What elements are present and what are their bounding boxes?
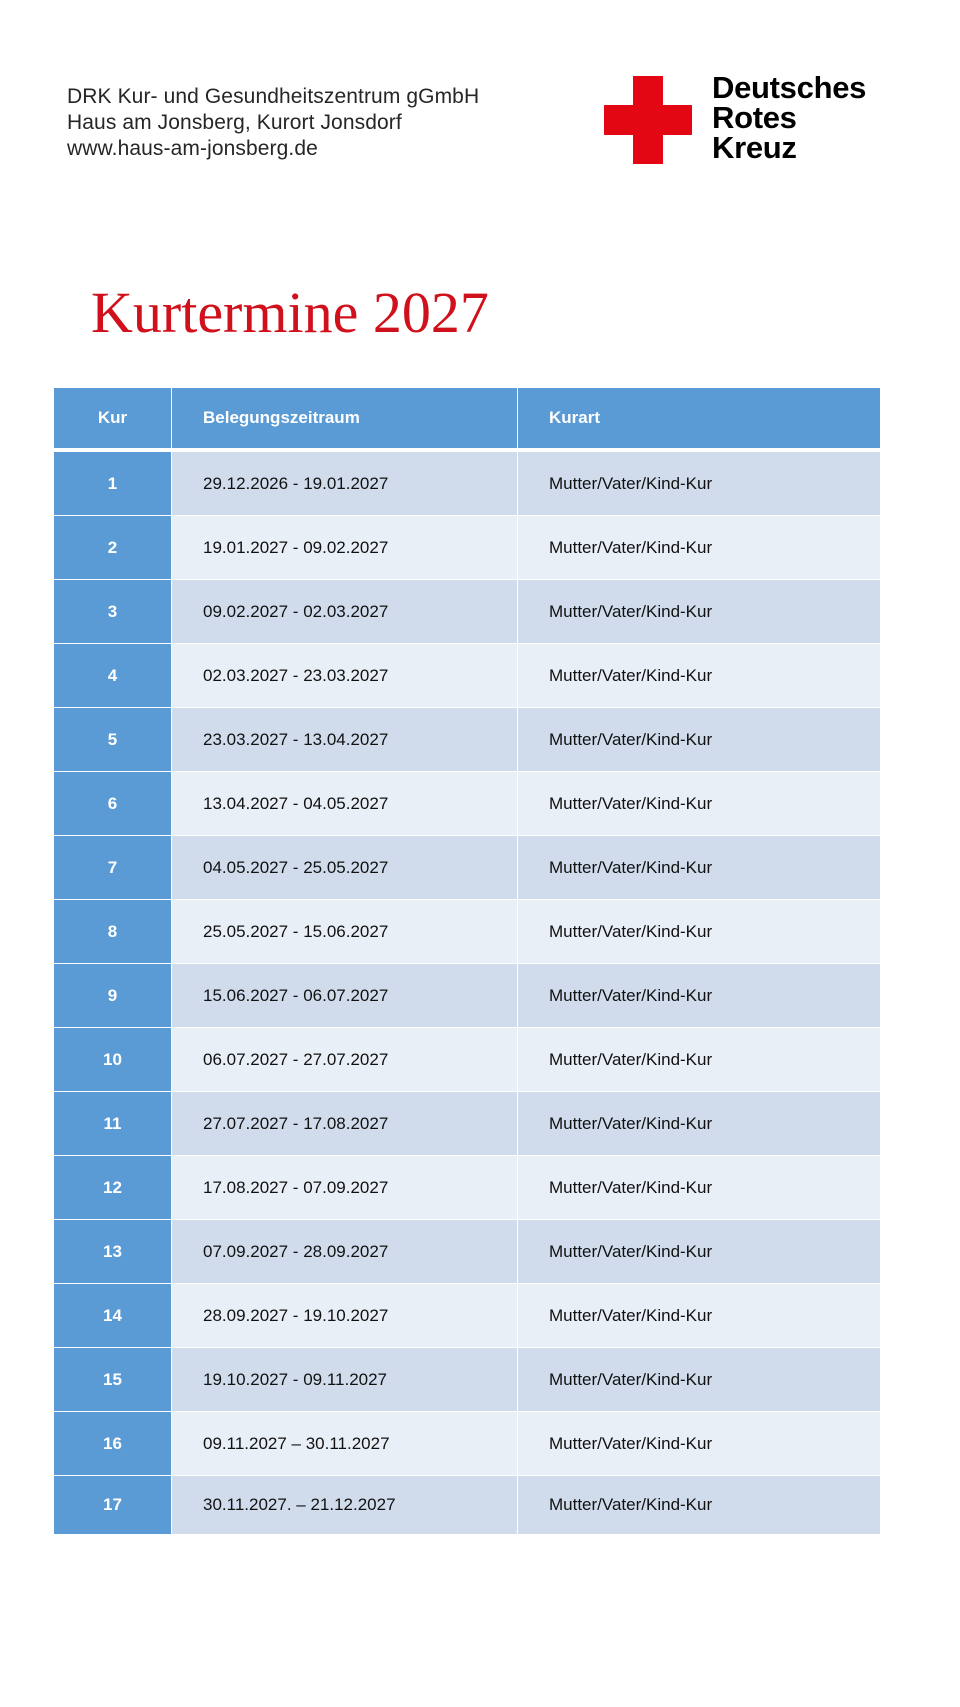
cell-kur-number: 7 [54,836,172,899]
table-row [54,1284,880,1348]
table-row [54,452,880,516]
cell-kurart: Mutter/Vater/Kind-Kur [518,836,880,899]
org-address: Haus am Jonsberg, Kurort Jonsdorf [67,111,402,134]
cell-kurart: Mutter/Vater/Kind-Kur [518,1028,880,1091]
cell-belegungszeitraum: 29.12.2026 - 19.01.2027 [172,452,518,515]
table-row [54,1412,880,1476]
cell-kurart: Mutter/Vater/Kind-Kur [518,1220,880,1283]
cell-kur-number: 4 [54,644,172,707]
cell-belegungszeitraum: 19.10.2027 - 09.11.2027 [172,1348,518,1411]
cell-kur-number: 9 [54,964,172,1027]
cell-kurart: Mutter/Vater/Kind-Kur [518,580,880,643]
cell-kur-number: 1 [54,452,172,515]
cell-kur-number: 6 [54,772,172,835]
cell-belegungszeitraum: 15.06.2027 - 06.07.2027 [172,964,518,1027]
table-row [54,900,880,964]
table-header-row [54,388,880,452]
cell-kurart: Mutter/Vater/Kind-Kur [518,1284,880,1347]
table-row [54,1348,880,1412]
cell-kurart: Mutter/Vater/Kind-Kur [518,516,880,579]
cell-kur-number: 2 [54,516,172,579]
cell-kurart: Mutter/Vater/Kind-Kur [518,1476,880,1534]
table-row [54,836,880,900]
cell-belegungszeitraum: 23.03.2027 - 13.04.2027 [172,708,518,771]
table-row [54,1092,880,1156]
column-header-kurart: Kurart [518,388,880,448]
cell-kur-number: 16 [54,1412,172,1475]
cell-kurart: Mutter/Vater/Kind-Kur [518,1092,880,1155]
cell-kurart: Mutter/Vater/Kind-Kur [518,452,880,515]
cell-kurart: Mutter/Vater/Kind-Kur [518,964,880,1027]
table-row [54,964,880,1028]
table-row [54,644,880,708]
schedule-table [54,388,880,1534]
table-row [54,580,880,644]
cell-belegungszeitraum: 06.07.2027 - 27.07.2027 [172,1028,518,1091]
cell-belegungszeitraum: 28.09.2027 - 19.10.2027 [172,1284,518,1347]
logo-line-1: Deutsches [712,70,867,105]
cell-kur-number: 3 [54,580,172,643]
cell-kurart: Mutter/Vater/Kind-Kur [518,1348,880,1411]
table-row [54,708,880,772]
table-body [54,452,880,1534]
organization-info [67,84,479,162]
cell-belegungszeitraum: 09.11.2027 – 30.11.2027 [172,1412,518,1475]
cell-kur-number: 17 [54,1476,172,1534]
cell-kur-number: 5 [54,708,172,771]
cell-kur-number: 11 [54,1092,172,1155]
cell-kur-number: 13 [54,1220,172,1283]
cell-belegungszeitraum: 02.03.2027 - 23.03.2027 [172,644,518,707]
red-cross-icon [604,76,692,164]
cell-kur-number: 14 [54,1284,172,1347]
cell-kurart: Mutter/Vater/Kind-Kur [518,1412,880,1475]
cell-belegungszeitraum: 04.05.2027 - 25.05.2027 [172,836,518,899]
cell-kur-number: 12 [54,1156,172,1219]
cell-kur-number: 15 [54,1348,172,1411]
cell-belegungszeitraum: 13.04.2027 - 04.05.2027 [172,772,518,835]
cell-belegungszeitraum: 30.11.2027. – 21.12.2027 [172,1476,518,1534]
table-row [54,516,880,580]
cell-belegungszeitraum: 17.08.2027 - 07.09.2027 [172,1156,518,1219]
cell-belegungszeitraum: 07.09.2027 - 28.09.2027 [172,1220,518,1283]
table-row [54,772,880,836]
cell-kurart: Mutter/Vater/Kind-Kur [518,644,880,707]
cell-kur-number: 8 [54,900,172,963]
cell-belegungszeitraum: 27.07.2027 - 17.08.2027 [172,1092,518,1155]
cell-belegungszeitraum: 25.05.2027 - 15.06.2027 [172,900,518,963]
cell-kurart: Mutter/Vater/Kind-Kur [518,708,880,771]
cell-kur-number: 10 [54,1028,172,1091]
logo-wordmark [712,70,867,165]
table-row [54,1220,880,1284]
cell-kurart: Mutter/Vater/Kind-Kur [518,900,880,963]
table-row [54,1156,880,1220]
logo-line-3: Kreuz [712,130,797,165]
cell-kurart: Mutter/Vater/Kind-Kur [518,1156,880,1219]
column-header-zeitraum: Belegungszeitraum [172,388,518,448]
column-header-kur: Kur [54,388,172,448]
cell-kurart: Mutter/Vater/Kind-Kur [518,772,880,835]
page-title: Kurtermine 2027 [91,280,489,345]
cell-belegungszeitraum: 19.01.2027 - 09.02.2027 [172,516,518,579]
org-website: www.haus-am-jonsberg.de [67,137,318,160]
drk-logo [604,70,894,166]
logo-line-2: Rotes [712,100,797,135]
table-row [54,1476,880,1534]
org-name: DRK Kur- und Gesundheitszentrum gGmbH [67,85,480,108]
cell-belegungszeitraum: 09.02.2027 - 02.03.2027 [172,580,518,643]
table-row [54,1028,880,1092]
